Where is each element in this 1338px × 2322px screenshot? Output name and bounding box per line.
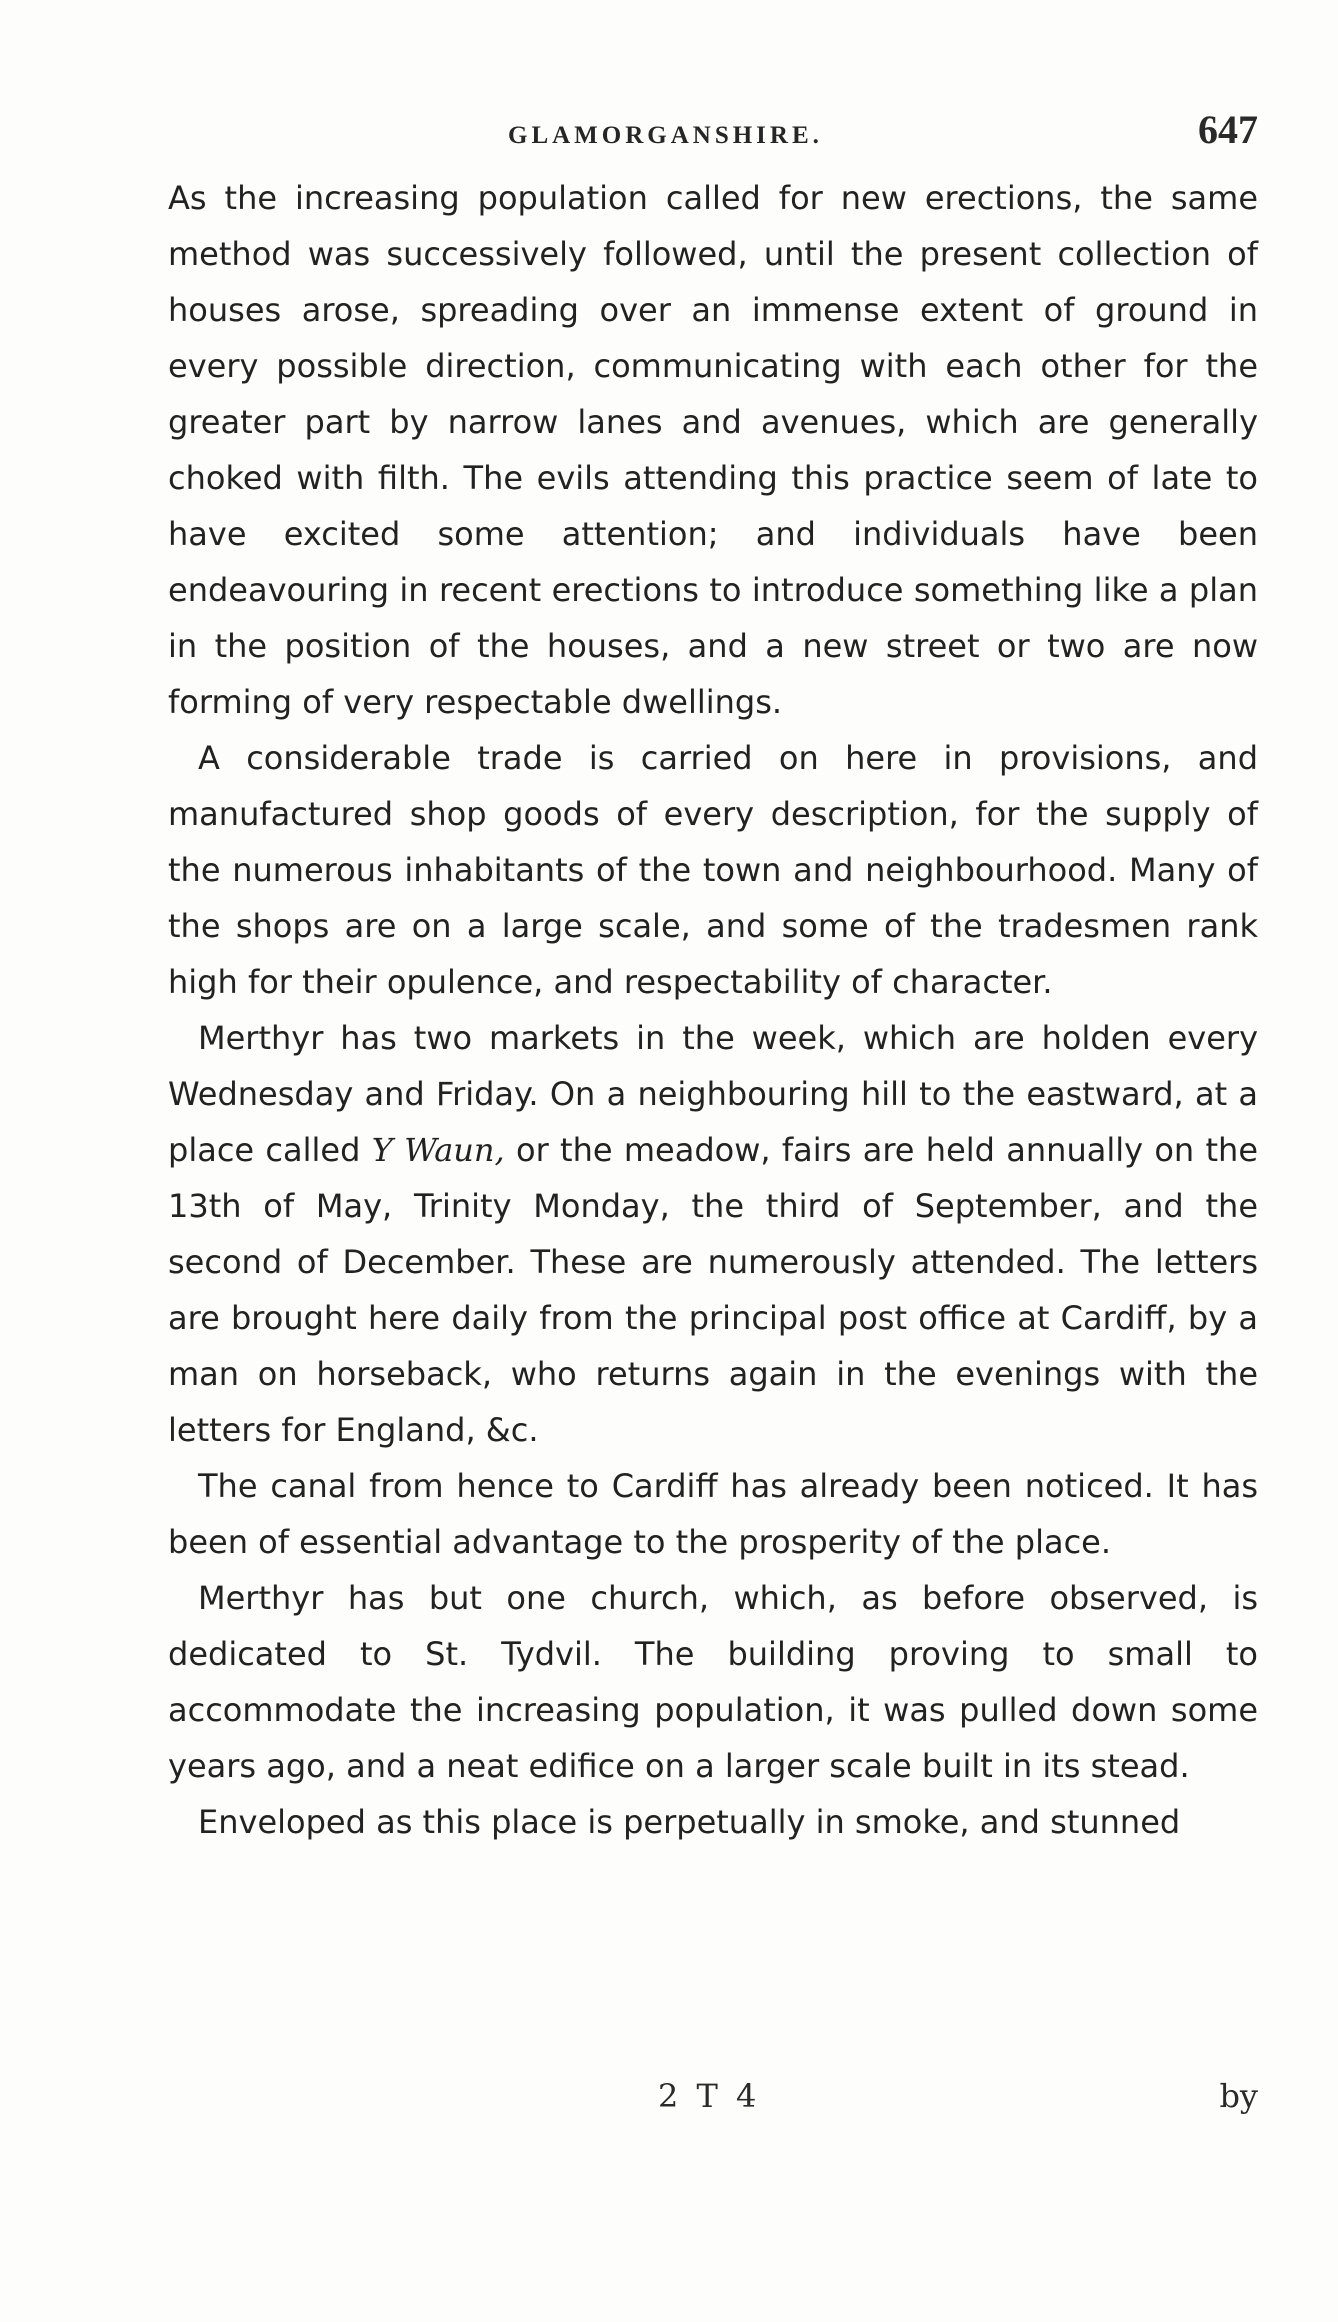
page-footer	[168, 2068, 1258, 2124]
markets-place-name: Y Waun,	[371, 1131, 505, 1169]
paragraph-canal: The canal from hence to Cardiff has already been noticed. It has been of essential advantage to the prosperity of the place.	[168, 1467, 1258, 1561]
page-number: 647	[1198, 107, 1258, 152]
paragraph-church: Merthyr has but one church, which, as before observed, is dedicated to St. Tydvil. The building proving to small to accommodate the increasing population, it was pulled down some years ago, and a neat edifice on a larger scale built in its stead.	[168, 1579, 1258, 1785]
paragraph-smoke: Enveloped as this place is perpetually in smoke, and stunned	[198, 1803, 1181, 1841]
markets-text-after: or the meadow, fairs are held annually on the 13th of May, Trinity Monday, the third of September, and the second of December. These are numerously attended. The letters are brought here daily from the principal post office at Cardiff, by a man on horseback, who returns again in the evenings with the letters for England, &c.	[168, 1131, 1259, 1449]
running-title: GLAMORGANSHIRE.	[508, 122, 823, 149]
paragraph-erections: As the increasing population called for new erections, the same method was successively followed, until the present collection of houses arose, spreading over an immense extent of ground in every possible direction, communicating with each other for the greater part by narrow lanes and avenues, which are generally choked with filth. The evils attending this practice seem of late to have excited some attention; and individuals have been endeavouring in recent erections to introduce something like a plan in the position of the houses, and a new street or two are now forming of very respectable dwellings.	[168, 179, 1258, 721]
catchword: by	[1219, 2077, 1258, 2115]
running-head	[168, 100, 1258, 170]
markets-text-before: Merthyr has two markets in the week, which are holden every Wednesday and Friday. On a neighbouring hill to the eastward, at a place called	[168, 1019, 1258, 1169]
paragraph-markets	[168, 1010, 1258, 1458]
body-text	[168, 170, 1258, 1850]
paragraph-trade: A considerable trade is carried on here in provisions, and manufactured shop goods of every description, for the supply of the numerous inhabitants of the town and neighbourhood. Many of the shops are on a large scale, and some of the tradesmen rank high for their opulence, and respectability of character.	[168, 739, 1258, 1001]
signature-mark: 2 T 4	[658, 2077, 761, 2115]
